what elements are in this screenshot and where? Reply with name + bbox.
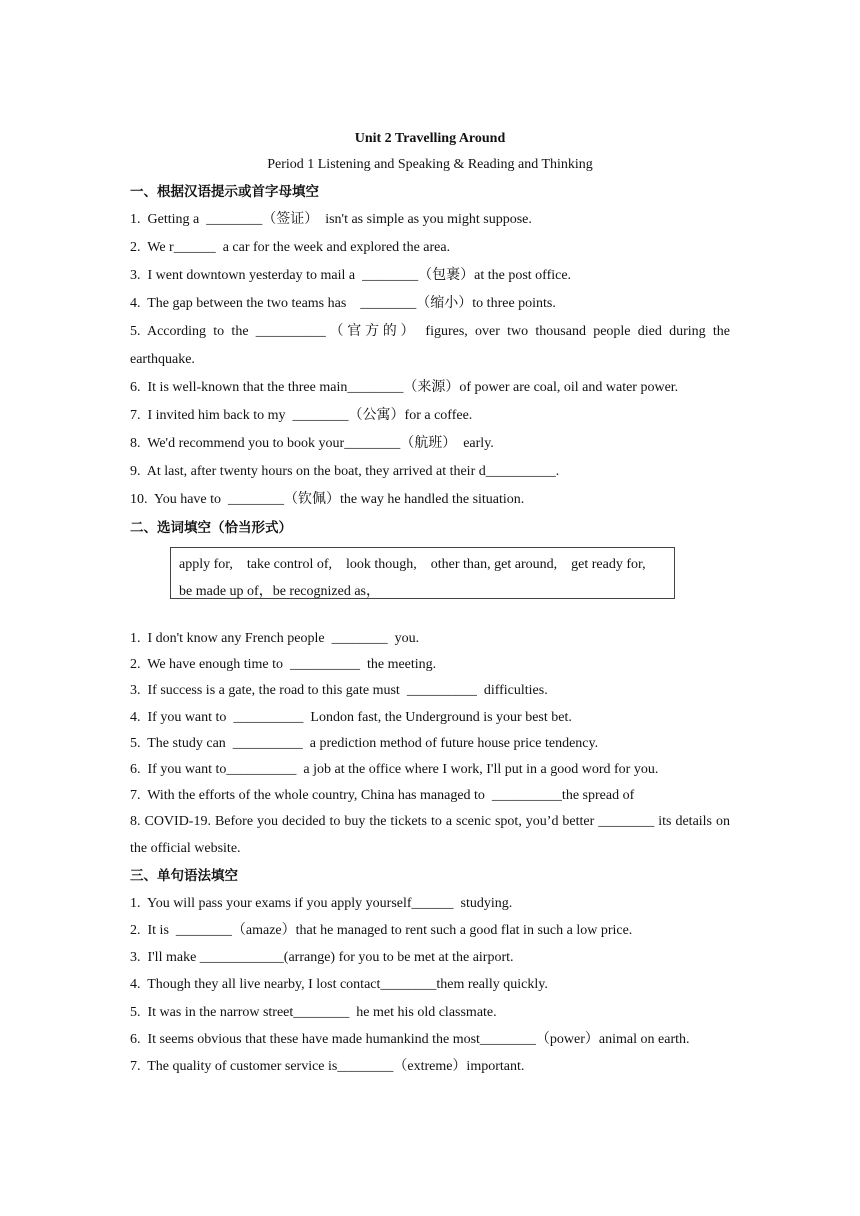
exercise-item: 8. We'd recommend you to book your________（航班） early. xyxy=(130,436,494,451)
exercise-item: 1. I don't know any French people ________ you. xyxy=(130,631,420,646)
exercise-item: 5. The study can __________ a prediction method of future house price tendency. xyxy=(130,735,599,751)
exercise-item: 9. At last, after twenty hours on the boat, they arrived at their d__________. xyxy=(130,464,560,479)
exercise-item: 6. It seems obvious that these have made humankind the most________（power）animal on earth. xyxy=(130,1031,690,1047)
exercise-item: 1. You will pass your exams if you apply yourself______ studying. xyxy=(130,895,513,911)
section-1-heading: 一、根据汉语提示或首字母填空 xyxy=(130,184,319,200)
exercise-item: 1. Getting a ________（签证） isn't as simple as you might suppose. xyxy=(130,212,532,227)
exercise-item: 4. If you want to __________ London fast, the Underground is your best bet. xyxy=(130,709,572,725)
word-bank-line: apply for, take control of, look though, other than, get around, get ready for, xyxy=(179,557,646,572)
exercise-item: 2. We have enough time to __________ the meeting. xyxy=(130,657,437,673)
section-1 xyxy=(130,178,730,514)
section-2 xyxy=(130,514,730,862)
exercise-item: 2. It is ________（amaze）that he managed to rent such a good flat in such a low price. xyxy=(130,923,633,939)
page-subtitle: Period 1 Listening and Speaking & Reading and Thinking xyxy=(267,157,593,172)
exercise-item: 5. According to the __________（官方的） figures, over two thousand people died during the earthquake. xyxy=(130,324,730,367)
exercise-item: 6. If you want to__________ a job at the office where I work, I'll put in a good word for you. xyxy=(130,762,659,778)
page-title: Unit 2 Travelling Around xyxy=(354,131,506,146)
exercise-item: 4. The gap between the two teams has ________（缩小）to three points. xyxy=(130,296,556,311)
exercise-item: 6. It is well-known that the three main________（来源）of power are coal, oil and water power. xyxy=(130,380,679,395)
word-bank-box xyxy=(170,547,675,599)
exercise-item: 3. If success is a gate, the road to this gate must __________ difficulties. xyxy=(130,683,548,699)
section-3-heading: 三、单句语法填空 xyxy=(130,867,238,884)
exercise-item: 3. I went downtown yesterday to mail a ________（包裹）at the post office. xyxy=(130,268,572,283)
exercise-item: 10. You have to ________（钦佩）the way he handled the situation. xyxy=(130,492,525,507)
exercise-item: 7. With the efforts of the whole country, China has managed to __________the spread of xyxy=(130,788,635,804)
exercise-item: 8. COVID-19. Before you decided to buy the tickets to a scenic spot, you’d better ________ its details on the official website. xyxy=(130,814,730,856)
exercise-item: 7. The quality of customer service is________（extreme）important. xyxy=(130,1059,525,1075)
worksheet-page xyxy=(130,126,730,1080)
exercise-item: 7. I invited him back to my ________（公寓）for a coffee. xyxy=(130,408,473,423)
exercise-item: 5. It was in the narrow street________ he met his old classmate. xyxy=(130,1004,497,1020)
exercise-item: 2. We r______ a car for the week and explored the area. xyxy=(130,240,451,255)
word-bank-line: be made up of，be recognized as， xyxy=(179,584,380,599)
exercise-item: 3. I'll make ____________(arrange) for you to be met at the airport. xyxy=(130,950,514,966)
section-3 xyxy=(130,862,730,1080)
exercise-item: 4. Though they all live nearby, I lost contact________them really quickly. xyxy=(130,977,548,993)
section-2-heading: 二、选词填空（恰当形式） xyxy=(130,520,292,536)
